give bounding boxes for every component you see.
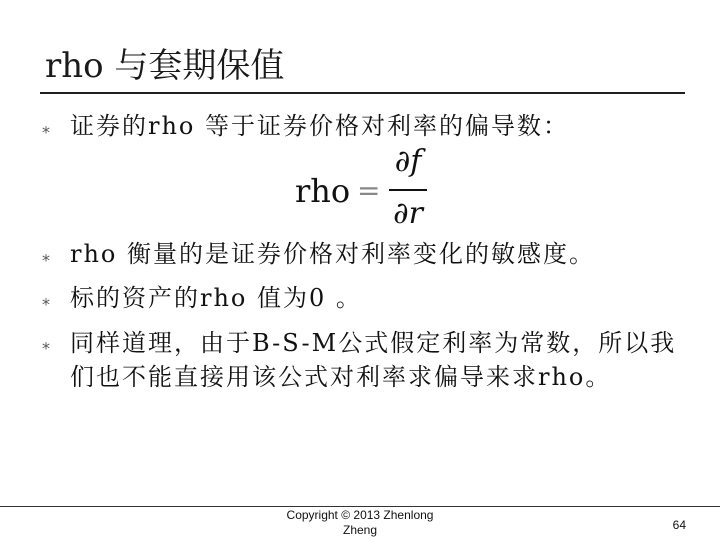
rho-formula xyxy=(295,145,455,235)
fraction-bar xyxy=(389,189,427,191)
bullet-marker-icon: ⁎ xyxy=(42,246,50,265)
bullet-marker-icon: ⁎ xyxy=(42,334,50,353)
footer-divider xyxy=(0,506,720,507)
bullet-text: rho 衡量的是证券价格对利率变化的敏感度。 xyxy=(70,240,596,268)
page-number: 64 xyxy=(672,518,686,532)
formula-denominator: ∂r xyxy=(393,196,423,231)
formula-numerator: ∂f xyxy=(394,144,422,179)
title-divider xyxy=(40,92,685,94)
bullet-text: 同样道理，由于B-S-M公式假定利率为常数，所以我们也不能直接用该公式对利率求偏导来求rho。 xyxy=(70,329,677,391)
bullet-text: 证券的rho 等于证券价格对利率的偏导数： xyxy=(70,112,570,140)
bullet-marker-icon: ⁎ xyxy=(42,118,50,137)
formula-lhs: rho xyxy=(295,172,351,210)
bullet-marker-icon: ⁎ xyxy=(42,290,50,309)
footer-copyright: Copyright © 2013 Zhenlong Zheng xyxy=(286,508,434,537)
formula-equals: = xyxy=(357,174,381,207)
slide-title: rho 与套期保值 xyxy=(45,46,285,86)
bullet-text: 标的资产的rho 值为0 。 xyxy=(70,284,362,312)
